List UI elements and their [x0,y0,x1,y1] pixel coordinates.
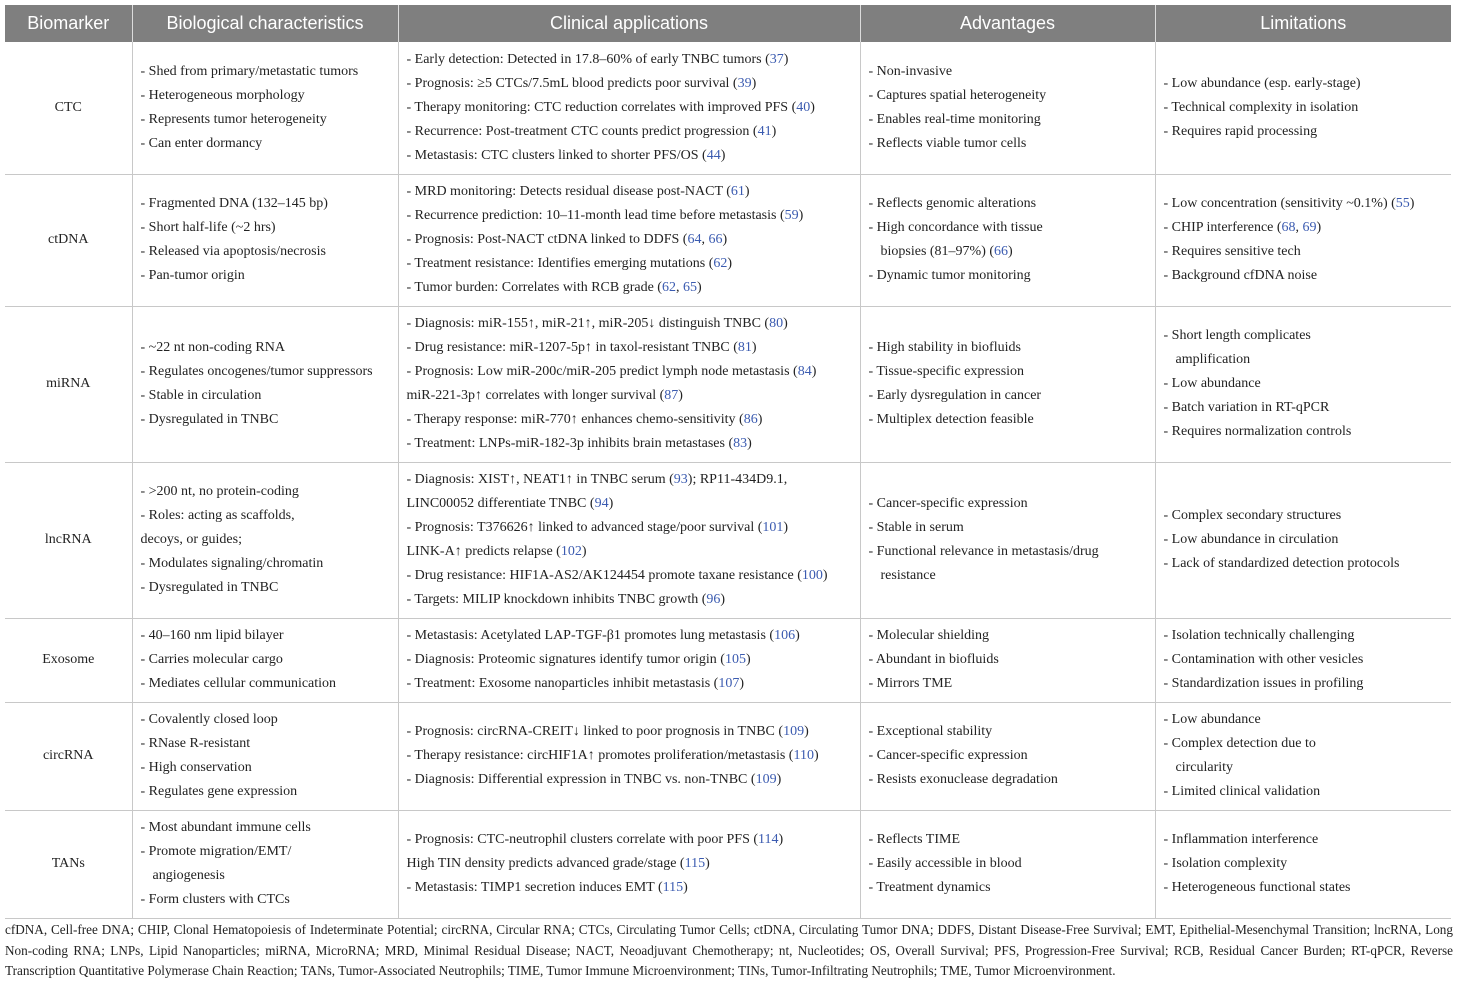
cell-line: - Recurrence prediction: 10–11-month lead time before metastasis (59) [406,208,804,223]
cell-line: amplification [1175,352,1251,367]
cell-line: - Metastasis: CTC clusters linked to shorter PFS/OS (44) [406,147,726,163]
cell-line: - Form clusters with CTCs [140,892,290,907]
cell-line: - Dysregulated in TNBC [140,580,279,595]
cell-line: - Treatment dynamics [868,880,991,895]
reference-link[interactable]: 96 [706,592,721,607]
limitations-cell [1155,174,1451,306]
cell-line: - Metastasis: TIMP1 secretion induces EMT (115) [406,880,688,895]
cell-line: - Released via apoptosis/necrosis [140,244,326,259]
cell-line: circularity [1175,760,1234,775]
biomarker-name-cell: miRNA [5,306,132,462]
biomarker-name-cell: lncRNA [5,462,132,618]
cell-line: angiogenesis [152,868,225,883]
limitations-cell [1155,618,1451,702]
limitations-cell [1155,702,1451,810]
reference-link[interactable]: 61 [730,184,745,199]
biomarker-name-cell: ctDNA [5,174,132,306]
reference-link[interactable]: 93 [673,472,688,487]
cell-line: - Carries molecular cargo [140,652,283,667]
cell-line: - CHIP interference (68, 69) [1163,220,1322,235]
reference-link[interactable]: 84 [797,364,812,379]
cell-line: - Inflammation interference [1163,832,1319,847]
cell-line: biopsies (81–97%) (66) [880,244,1013,259]
cell-line: - ~22 nt non-coding RNA [140,340,285,355]
table-body [5,42,1451,918]
cell-line: - Stable in circulation [140,388,262,403]
cell-line: - Metastasis: Acetylated LAP-TGF-β1 promotes lung metastasis (106) [406,628,800,643]
header-biological-characteristics: Biological characteristics [132,5,398,42]
cell-line: - Regulates oncogenes/tumor suppressors [140,364,373,379]
cell-line: - Early dysregulation in cancer [868,388,1042,403]
cell-line: - Therapy response: miR-770↑ enhances chemo-sensitivity (86) [406,412,763,427]
characteristics-cell [132,306,398,462]
cell-line: - Standardization issues in profiling [1163,676,1364,691]
advantages-cell [860,618,1155,702]
cell-line: - Heterogeneous functional states [1163,880,1351,895]
cell-line: - Early detection: Detected in 17.8–60% of early TNBC tumors (37) [406,51,789,67]
clinical-applications-cell [398,810,860,918]
advantages-cell [860,174,1155,306]
reference-link[interactable]: 55 [1395,196,1410,211]
cell-line: miR-221-3p↑ correlates with longer survival (87) [406,388,683,403]
reference-link[interactable]: 83 [733,436,748,451]
cell-line: - Non-invasive [868,63,953,79]
reference-link[interactable]: 101 [762,520,784,535]
header-clinical-applications: Clinical applications [398,5,860,42]
reference-link[interactable]: 109 [755,772,777,787]
cell-line: - Mediates cellular communication [140,676,337,691]
limitations-cell [1155,306,1451,462]
reference-link[interactable]: 81 [737,340,752,355]
reference-link[interactable]: 109 [783,724,805,739]
characteristics-cell [132,810,398,918]
cell-line: - Shed from primary/metastatic tumors [140,63,359,79]
cell-line: - Contamination with other vesicles [1163,652,1364,667]
cell-line: High TIN density predicts advanced grade/stage (115) [406,856,710,871]
clinical-applications-cell [398,174,860,306]
biomarker-name-cell: CTC [5,42,132,174]
cell-line: - Lack of standardized detection protocols [1163,556,1400,571]
cell-line: LINK-A↑ predicts relapse (102) [406,544,587,559]
cell-line: - RNase R-resistant [140,736,251,751]
cell-line: - Covalently closed loop [140,712,278,727]
cell-line: - Diagnosis: miR-155↑, miR-21↑, miR-205↓ distinguish TNBC (80) [406,316,788,331]
limitations-cell [1155,810,1451,918]
reference-link[interactable]: 87 [664,388,679,403]
cell-line: - Low abundance [1163,376,1261,391]
reference-link[interactable]: 66 [994,244,1009,259]
clinical-applications-cell [398,618,860,702]
cell-line: - Promote migration/EMT/ [140,844,292,859]
cell-line: - Treatment: LNPs-miR-182-3p inhibits brain metastases (83) [406,436,752,451]
cell-line: - Regulates gene expression [140,784,298,799]
cell-line: - Diagnosis: XIST↑, NEAT1↑ in TNBC serum (93); RP11-434D9.1, [406,472,788,487]
table-footnote: cfDNA, Cell-free DNA; CHIP, Clonal Hematopoiesis of Indeterminate Potential; circRNA, Circular RNA; CTCs, Circulating Tumor Cells; ctDNA, Circulating Tumor DNA; DDFS, Distant Disease-Free Survival; EMT, Epithelial-Mesenchymal Transition; lncRNA, Long Non-coding RNA; LNPs, Lipid Nanoparticles; miRNA, MicroRNA; MRD, Minimal Residual Disease; NACT, Neoadjuvant Chemotherapy; nt, Nucleotides; OS, Overall Survival; PFS, Progression-Free Survival; RCB, Residual Cancer Burden; RT-qPCR, Reverse Transcription Quantitative Polymerase Chain Reaction; TANs, Tumor-Associated Neutrophils; TIME, Tumor Immune Microenvironment; TINs, Tumor-Infiltrating Neutrophils; TME, Tumor Microenvironment. [5,922,1453,978]
biomarker-name-cell: TANs [5,810,132,918]
cell-line: resistance [880,568,936,583]
cell-line: - Tumor burden: Correlates with RCB grade (62, 65) [406,280,702,295]
cell-line: - Dynamic tumor monitoring [868,268,1031,283]
table-row [5,810,1451,918]
cell-line: - Diagnosis: Proteomic signatures identify tumor origin (105) [406,652,751,667]
cell-line: - Diagnosis: Differential expression in TNBC vs. non-TNBC (109) [406,772,782,787]
biomarker-table [5,5,1451,919]
cell-line: - Low abundance [1163,712,1261,727]
cell-line: - Represents tumor heterogeneity [140,111,327,127]
cell-line: - Cancer-specific expression [868,748,1028,763]
cell-line: - Mirrors TME [868,676,953,691]
cell-line: - Enables real-time monitoring [868,111,1041,127]
characteristics-cell [132,174,398,306]
reference-link[interactable]: 44 [706,147,721,163]
cell-line: - Stable in serum [868,520,964,535]
table-row [5,618,1451,702]
cell-line: - Requires sensitive tech [1163,244,1301,259]
cell-line: - Dysregulated in TNBC [140,412,279,427]
cell-line: - Prognosis: ≥5 CTCs/7.5mL blood predicts poor survival (39) [406,75,757,91]
cell-line: - >200 nt, no protein-coding [140,484,299,499]
cell-line: - High conservation [140,760,252,775]
reference-link[interactable]: 105 [724,652,746,667]
reference-link[interactable]: 115 [662,880,684,895]
reference-link[interactable]: 102 [560,544,582,559]
advantages-cell [860,306,1155,462]
header-advantages: Advantages [860,5,1155,42]
reference-link[interactable]: 80 [769,316,784,331]
cell-line: - Reflects viable tumor cells [868,135,1027,151]
cell-line: - Reflects TIME [868,832,960,847]
cell-line: - Captures spatial heterogeneity [868,87,1047,103]
reference-link[interactable]: 40 [796,99,811,115]
cell-line: - Isolation technically challenging [1163,628,1355,643]
reference-link[interactable]: 110 [793,748,814,763]
cell-line: - Pan-tumor origin [140,268,245,283]
table-row [5,306,1451,462]
reference-link[interactable]: 100 [801,568,823,583]
reference-link[interactable]: 37 [769,51,784,67]
header-biomarker: Biomarker [5,5,132,42]
cell-line: - High stability in biofluids [868,340,1021,355]
cell-line: - 40–160 nm lipid bilayer [140,628,284,643]
cell-line: - Recurrence: Post-treatment CTC counts predict progression (41) [406,123,777,139]
table-container [5,5,1451,919]
limitations-cell [1155,462,1451,618]
reference-link[interactable]: 59 [784,208,799,223]
reference-link[interactable]: 66 [708,232,723,247]
reference-link[interactable]: 115 [684,856,706,871]
cell-line: LINC00052 differentiate TNBC (94) [406,496,614,511]
advantages-cell [860,462,1155,618]
cell-line: - Low abundance in circulation [1163,532,1339,547]
cell-line: - Drug resistance: miR-1207-5p↑ in taxol-resistant TNBC (81) [406,340,757,355]
reference-link[interactable]: 107 [718,676,740,691]
cell-line: - Isolation complexity [1163,856,1288,871]
characteristics-cell [132,462,398,618]
cell-line: - Treatment resistance: Identifies emerging mutations (62) [406,256,733,271]
cell-line: decoys, or guides; [140,532,242,547]
clinical-applications-cell [398,42,860,174]
cell-line: - Prognosis: Post-NACT ctDNA linked to DDFS (64, 66) [406,232,728,247]
cell-line: - Heterogeneous morphology [140,87,305,103]
reference-link[interactable]: 106 [774,628,796,643]
table-row [5,174,1451,306]
cell-line: - Low concentration (sensitivity ~0.1%) (55) [1163,196,1415,211]
reference-link[interactable]: 65 [682,280,697,295]
cell-line: - Requires rapid processing [1163,123,1318,139]
table-row [5,42,1451,174]
cell-line: - Functional relevance in metastasis/drug [868,544,1099,559]
clinical-applications-cell [398,702,860,810]
cell-line: - Cancer-specific expression [868,496,1028,511]
reference-link[interactable]: 41 [757,123,772,139]
advantages-cell [860,810,1155,918]
table-row [5,462,1451,618]
reference-link[interactable]: 86 [743,412,758,427]
clinical-applications-cell [398,462,860,618]
reference-link[interactable]: 69 [1302,220,1317,235]
cell-line: - Multiplex detection feasible [868,412,1034,427]
reference-link[interactable]: 64 [687,232,702,247]
cell-line: - Tissue-specific expression [868,364,1025,379]
cell-line: - Prognosis: CTC-neutrophil clusters correlate with poor PFS (114) [406,832,784,847]
limitations-cell [1155,42,1451,174]
characteristics-cell [132,702,398,810]
characteristics-cell [132,42,398,174]
cell-line: - Low abundance (esp. early-stage) [1163,75,1361,91]
reference-link[interactable]: 114 [758,832,779,847]
cell-line: - Prognosis: circRNA-CREIT↓ linked to poor prognosis in TNBC (109) [406,724,809,739]
advantages-cell [860,42,1155,174]
cell-line: - MRD monitoring: Detects residual disease post-NACT (61) [406,184,750,199]
cell-line: - Most abundant immune cells [140,820,311,835]
cell-line: - Targets: MILIP knockdown inhibits TNBC growth (96) [406,592,726,607]
reference-link[interactable]: 39 [737,75,752,91]
header-limitations: Limitations [1155,5,1451,42]
biomarker-name-cell: Exosome [5,618,132,702]
reference-link[interactable]: 62 [661,280,676,295]
cell-line: - Short length complicates [1163,328,1311,343]
cell-line: - High concordance with tissue [868,220,1043,235]
cell-line: - Background cfDNA noise [1163,268,1318,283]
biomarker-name-cell: circRNA [5,702,132,810]
cell-line: - Treatment: Exosome nanoparticles inhibit metastasis (107) [406,676,745,691]
cell-line: - Modulates signaling/chromatin [140,556,324,571]
clinical-applications-cell [398,306,860,462]
table-row [5,702,1451,810]
cell-line: - Therapy resistance: circHIF1A↑ promotes proliferation/metastasis (110) [406,748,819,763]
cell-line: - Easily accessible in blood [868,856,1022,871]
cell-line: - Technical complexity in isolation [1163,99,1359,115]
characteristics-cell [132,618,398,702]
reference-link[interactable]: 62 [713,256,728,271]
cell-line: - Short half-life (~2 hrs) [140,220,276,235]
cell-line: - Drug resistance: HIF1A-AS2/AK124454 promote taxane resistance (100) [406,568,828,583]
reference-link[interactable]: 94 [594,496,609,511]
cell-line: - Complex detection due to [1163,736,1316,751]
advantages-cell [860,702,1155,810]
cell-line: - Reflects genomic alterations [868,196,1037,211]
cell-line: - Fragmented DNA (132–145 bp) [140,196,328,211]
reference-link[interactable]: 68 [1281,220,1296,235]
cell-line: - Requires normalization controls [1163,424,1352,439]
cell-line: - Therapy monitoring: CTC reduction correlates with improved PFS (40) [406,99,815,115]
cell-line: - Roles: acting as scaffolds, [140,508,295,523]
cell-line: - Exceptional stability [868,724,993,739]
cell-line: - Can enter dormancy [140,135,263,151]
header-row [5,5,1451,42]
cell-line: - Batch variation in RT-qPCR [1163,400,1330,415]
cell-line: - Molecular shielding [868,628,990,643]
cell-line: - Complex secondary structures [1163,508,1342,523]
cell-line: - Prognosis: Low miR-200c/miR-205 predict lymph node metastasis (84) [406,364,817,379]
cell-line: - Prognosis: T376626↑ linked to advanced stage/poor survival (101) [406,520,789,535]
cell-line: - Limited clinical validation [1163,784,1321,799]
cell-line: - Abundant in biofluids [868,652,999,667]
cell-line: - Resists exonuclease degradation [868,772,1058,787]
